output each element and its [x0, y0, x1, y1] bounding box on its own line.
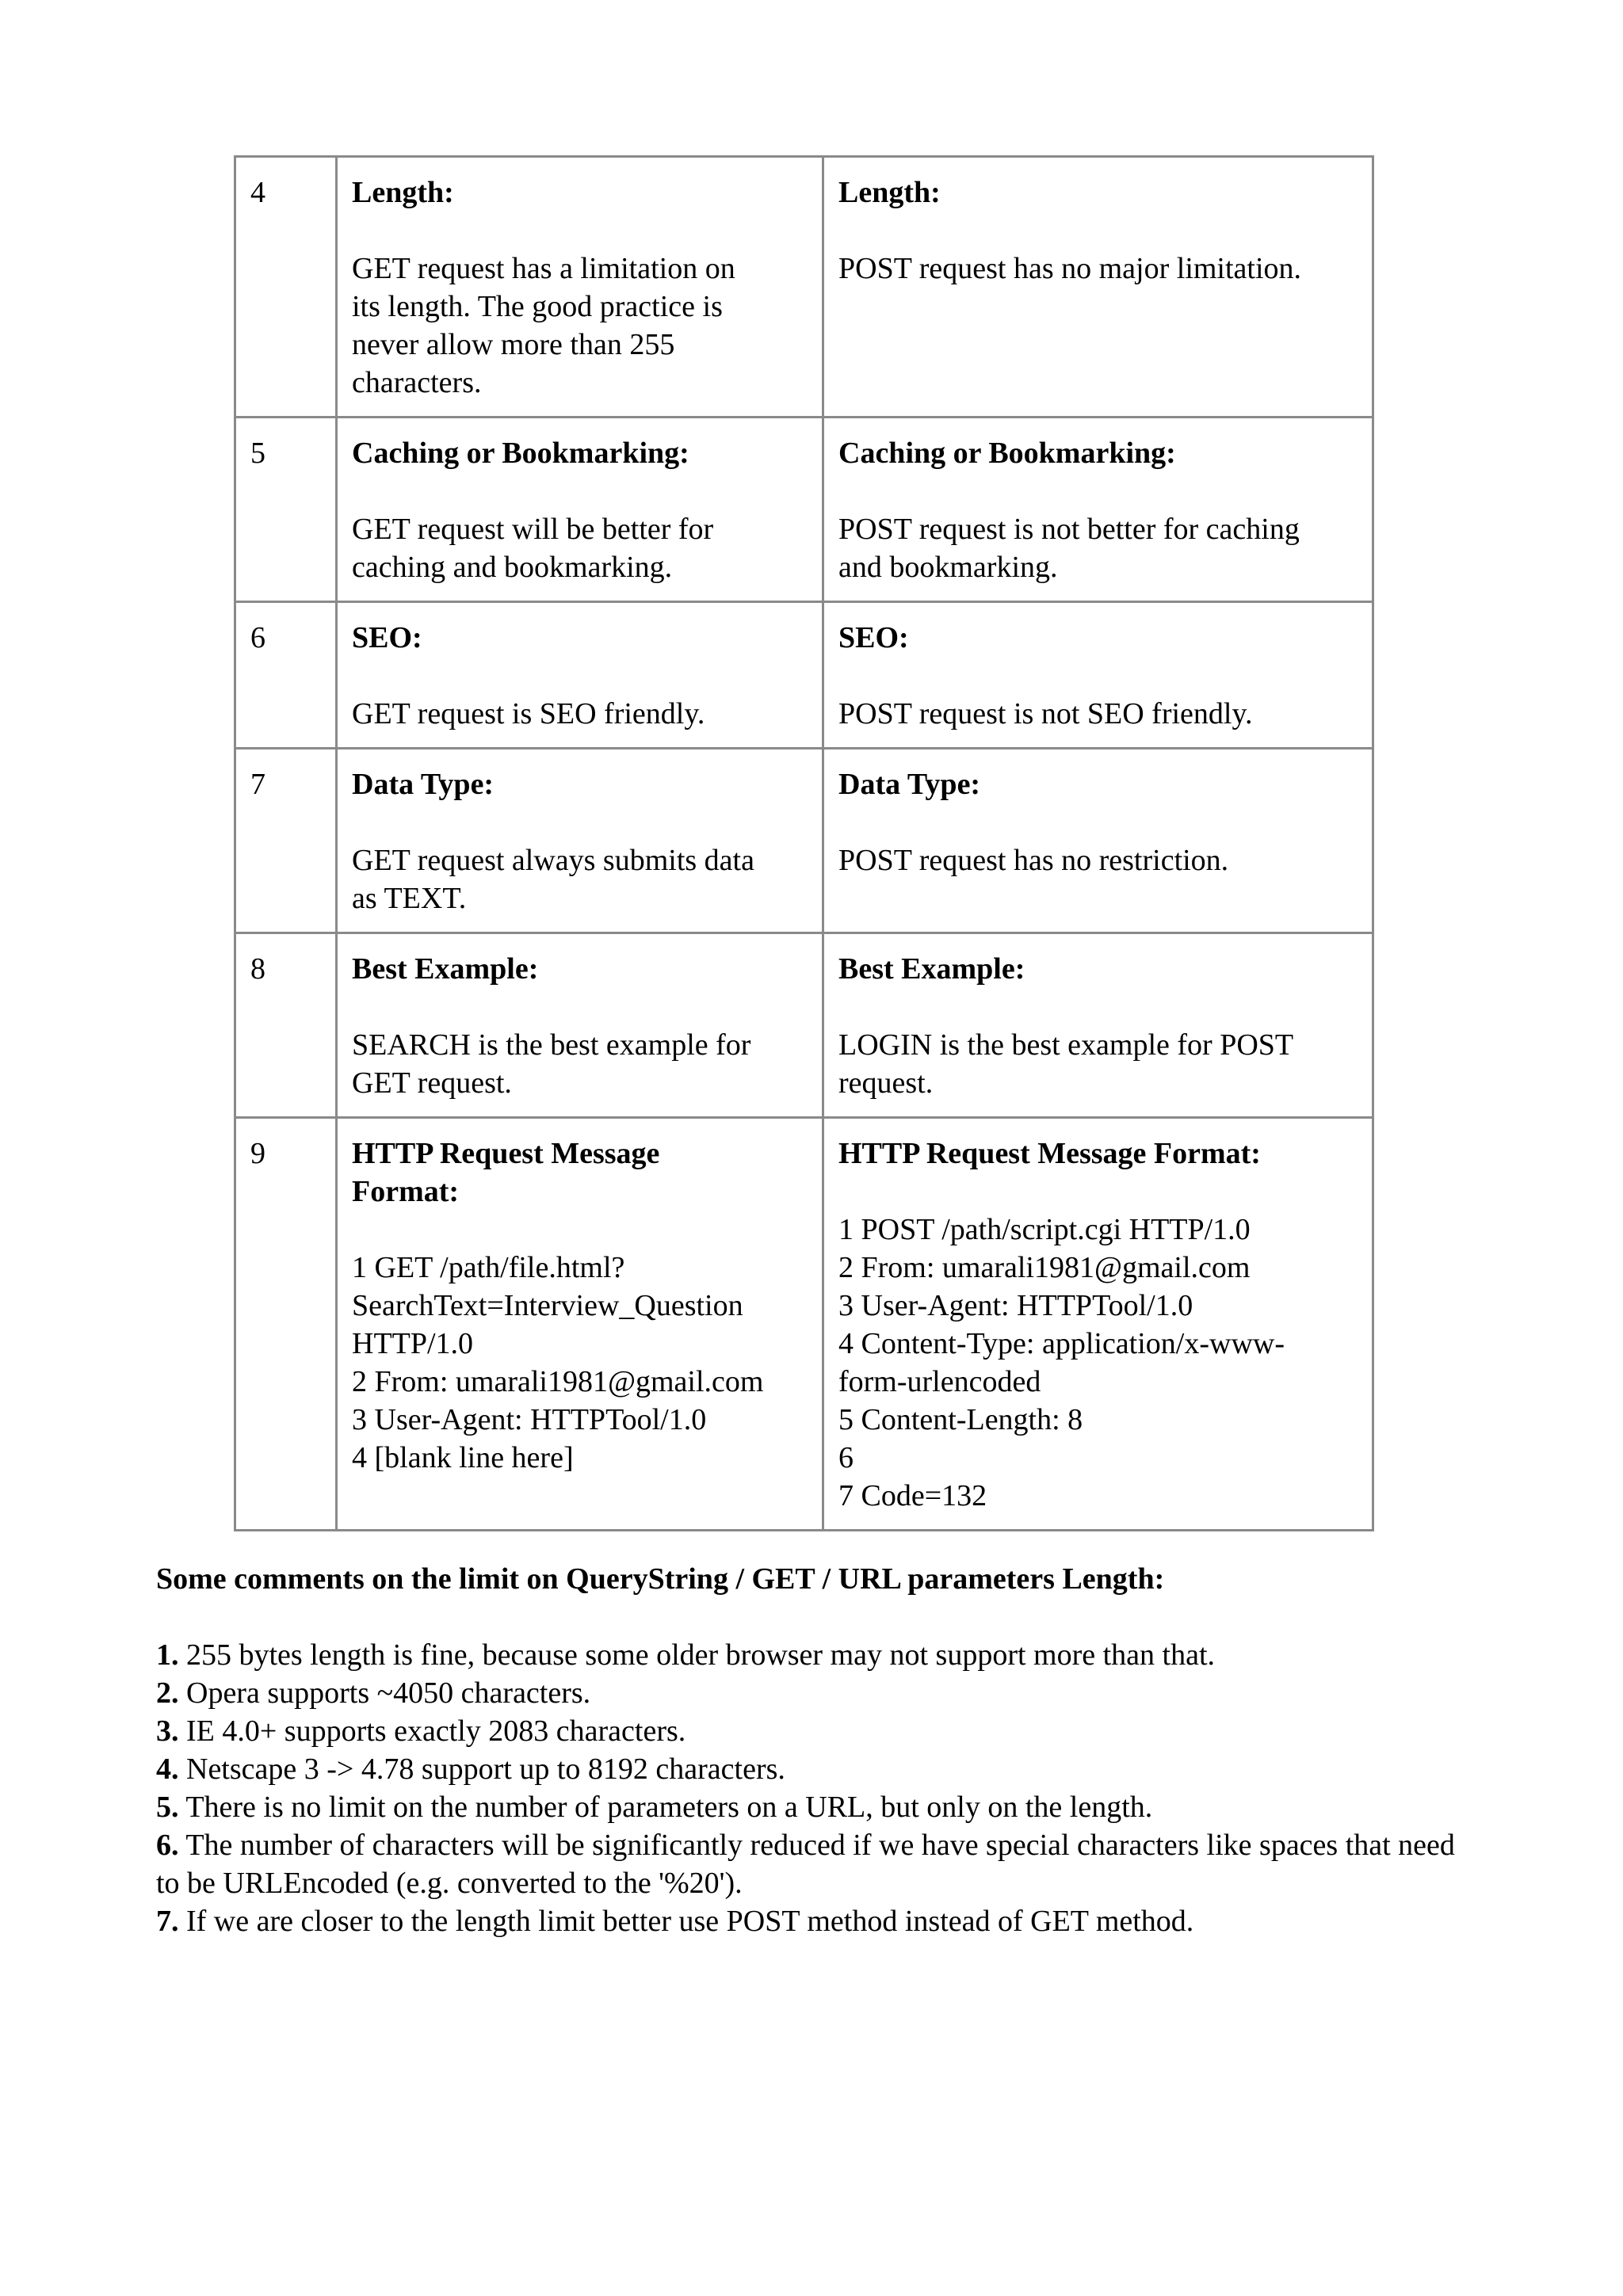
title-line: Format: — [352, 1175, 460, 1208]
text-line: caching and bookmarking. — [352, 551, 673, 584]
text-line: 2 From: umarali1981@gmail.com — [352, 1365, 764, 1398]
row-number: 5 — [250, 437, 265, 470]
text-line: 2 From: umarali1981@gmail.com — [838, 1251, 1251, 1284]
post-cell — [823, 602, 1373, 749]
text-line: 1 POST /path/script.cgi HTTP/1.0 — [838, 1213, 1251, 1246]
text-line: 1 GET /path/file.html? — [352, 1251, 625, 1284]
post-cell — [823, 157, 1373, 418]
text-line: as TEXT. — [352, 882, 467, 915]
get-cell-title: Length: — [352, 176, 454, 209]
item-number: 4. — [156, 1753, 179, 1786]
text-line: its length. The good practice is — [352, 290, 723, 323]
post-cell-title: Best Example: — [838, 952, 1025, 986]
get-cell — [337, 749, 823, 933]
row-number: 8 — [250, 952, 265, 986]
row-number-cell — [235, 1118, 337, 1531]
get-cell-body — [352, 1026, 808, 1102]
text-line: request. — [838, 1066, 934, 1100]
get-cell-body — [352, 250, 808, 402]
row-number: 6 — [250, 621, 265, 654]
list-item — [156, 1902, 1472, 1940]
post-cell-title: SEO: — [838, 621, 909, 654]
text-line: GET request. — [352, 1066, 512, 1100]
list-item — [156, 1712, 1472, 1750]
get-cell-body — [352, 1249, 808, 1477]
get-cell-title: Data Type: — [352, 768, 495, 801]
item-text: The number of characters will be significantly reduced if we have special characters like spaces that need to be URLEncoded (e.g. converted to the '%20'). — [156, 1829, 1455, 1900]
get-cell-body — [352, 841, 808, 917]
list-item — [156, 1826, 1472, 1902]
text-line: 3 User-Agent: HTTPTool/1.0 — [352, 1403, 707, 1436]
text-line: SearchText=Interview_Question — [352, 1289, 743, 1322]
item-number: 5. — [156, 1791, 179, 1824]
text-line: SEARCH is the best example for — [352, 1028, 751, 1062]
post-cell — [823, 749, 1373, 933]
text-line: GET request will be better for — [352, 513, 714, 546]
row-number-cell — [235, 602, 337, 749]
item-text: There is no limit on the number of parameters on a URL, but only on the length. — [178, 1791, 1153, 1824]
text-line: characters. — [352, 366, 482, 399]
get-cell — [337, 933, 823, 1118]
item-number: 2. — [156, 1676, 179, 1710]
row-number-cell — [235, 157, 337, 418]
table-row — [235, 1118, 1373, 1531]
table-row — [235, 602, 1373, 749]
text-line: GET request always submits data — [352, 844, 754, 877]
text-line: POST request is not better for caching — [838, 513, 1300, 546]
get-cell-body — [352, 695, 808, 733]
get-cell-title: SEO: — [352, 621, 422, 654]
post-cell-body — [838, 841, 1358, 879]
post-cell — [823, 933, 1373, 1118]
post-cell — [823, 1118, 1373, 1531]
row-number-cell — [235, 933, 337, 1118]
list-item — [156, 1788, 1472, 1826]
post-cell-title: Data Type: — [838, 768, 981, 801]
get-cell-title: Caching or Bookmarking: — [352, 437, 689, 470]
get-cell — [337, 1118, 823, 1531]
comments-list — [156, 1636, 1472, 1940]
post-cell — [823, 418, 1373, 602]
row-number-cell — [235, 749, 337, 933]
text-line: 5 Content-Length: 8 — [838, 1403, 1083, 1436]
text-line: 3 User-Agent: HTTPTool/1.0 — [838, 1289, 1193, 1322]
row-number-cell — [235, 418, 337, 602]
list-item — [156, 1674, 1472, 1712]
text-line: never allow more than 255 — [352, 328, 675, 361]
item-text: Opera supports ~4050 characters. — [178, 1676, 591, 1710]
text-line: POST request has no major limitation. — [838, 252, 1302, 285]
get-cell-title — [352, 1135, 808, 1211]
post-cell-body — [838, 1211, 1358, 1515]
row-number: 9 — [250, 1137, 265, 1170]
comparison-table — [234, 155, 1374, 1531]
table-row — [235, 933, 1373, 1118]
post-cell-body — [838, 1026, 1358, 1102]
post-cell-body — [838, 695, 1358, 733]
text-line: and bookmarking. — [838, 551, 1058, 584]
list-item — [156, 1750, 1472, 1788]
item-text: If we are closer to the length limit better use POST method instead of GET method. — [178, 1905, 1194, 1938]
text-line: POST request is not SEO friendly. — [838, 697, 1253, 730]
get-cell — [337, 602, 823, 749]
get-cell — [337, 418, 823, 602]
post-cell-title: HTTP Request Message Format: — [838, 1137, 1261, 1170]
post-cell-body — [838, 250, 1358, 288]
table-row — [235, 418, 1373, 602]
text-line: GET request is SEO friendly. — [352, 697, 705, 730]
text-line: 7 Code=132 — [838, 1479, 987, 1512]
text-line: 4 [blank line here] — [352, 1441, 574, 1474]
item-number: 6. — [156, 1829, 179, 1862]
post-cell-body — [838, 510, 1358, 586]
list-item — [156, 1636, 1472, 1674]
item-number: 7. — [156, 1905, 179, 1938]
text-line: GET request has a limitation on — [352, 252, 735, 285]
comments-heading: Some comments on the limit on QueryString / GET / URL parameters Length: — [156, 1562, 1165, 1596]
text-line: HTTP/1.0 — [352, 1327, 474, 1360]
get-cell-title: Best Example: — [352, 952, 539, 986]
comments-section — [156, 1560, 1472, 1940]
table-row — [235, 749, 1373, 933]
text-line: LOGIN is the best example for POST — [838, 1028, 1294, 1062]
table-row — [235, 157, 1373, 418]
text-line: 4 Content-Type: application/x-www- — [838, 1327, 1285, 1360]
item-text: Netscape 3 -> 4.78 support up to 8192 characters. — [178, 1753, 785, 1786]
text-line: 6 — [838, 1441, 854, 1474]
row-number: 4 — [250, 176, 265, 209]
title-line: HTTP Request Message — [352, 1137, 660, 1170]
item-number: 1. — [156, 1638, 179, 1672]
item-text: IE 4.0+ supports exactly 2083 characters. — [178, 1714, 686, 1748]
text-line: POST request has no restriction. — [838, 844, 1229, 877]
get-cell-body — [352, 510, 808, 586]
get-cell — [337, 157, 823, 418]
post-cell-title: Caching or Bookmarking: — [838, 437, 1176, 470]
item-number: 3. — [156, 1714, 179, 1748]
post-cell-title: Length: — [838, 176, 941, 209]
item-text: 255 bytes length is fine, because some older browser may not support more than that. — [178, 1638, 1216, 1672]
text-line: form-urlencoded — [838, 1365, 1041, 1398]
row-number: 7 — [250, 768, 265, 801]
